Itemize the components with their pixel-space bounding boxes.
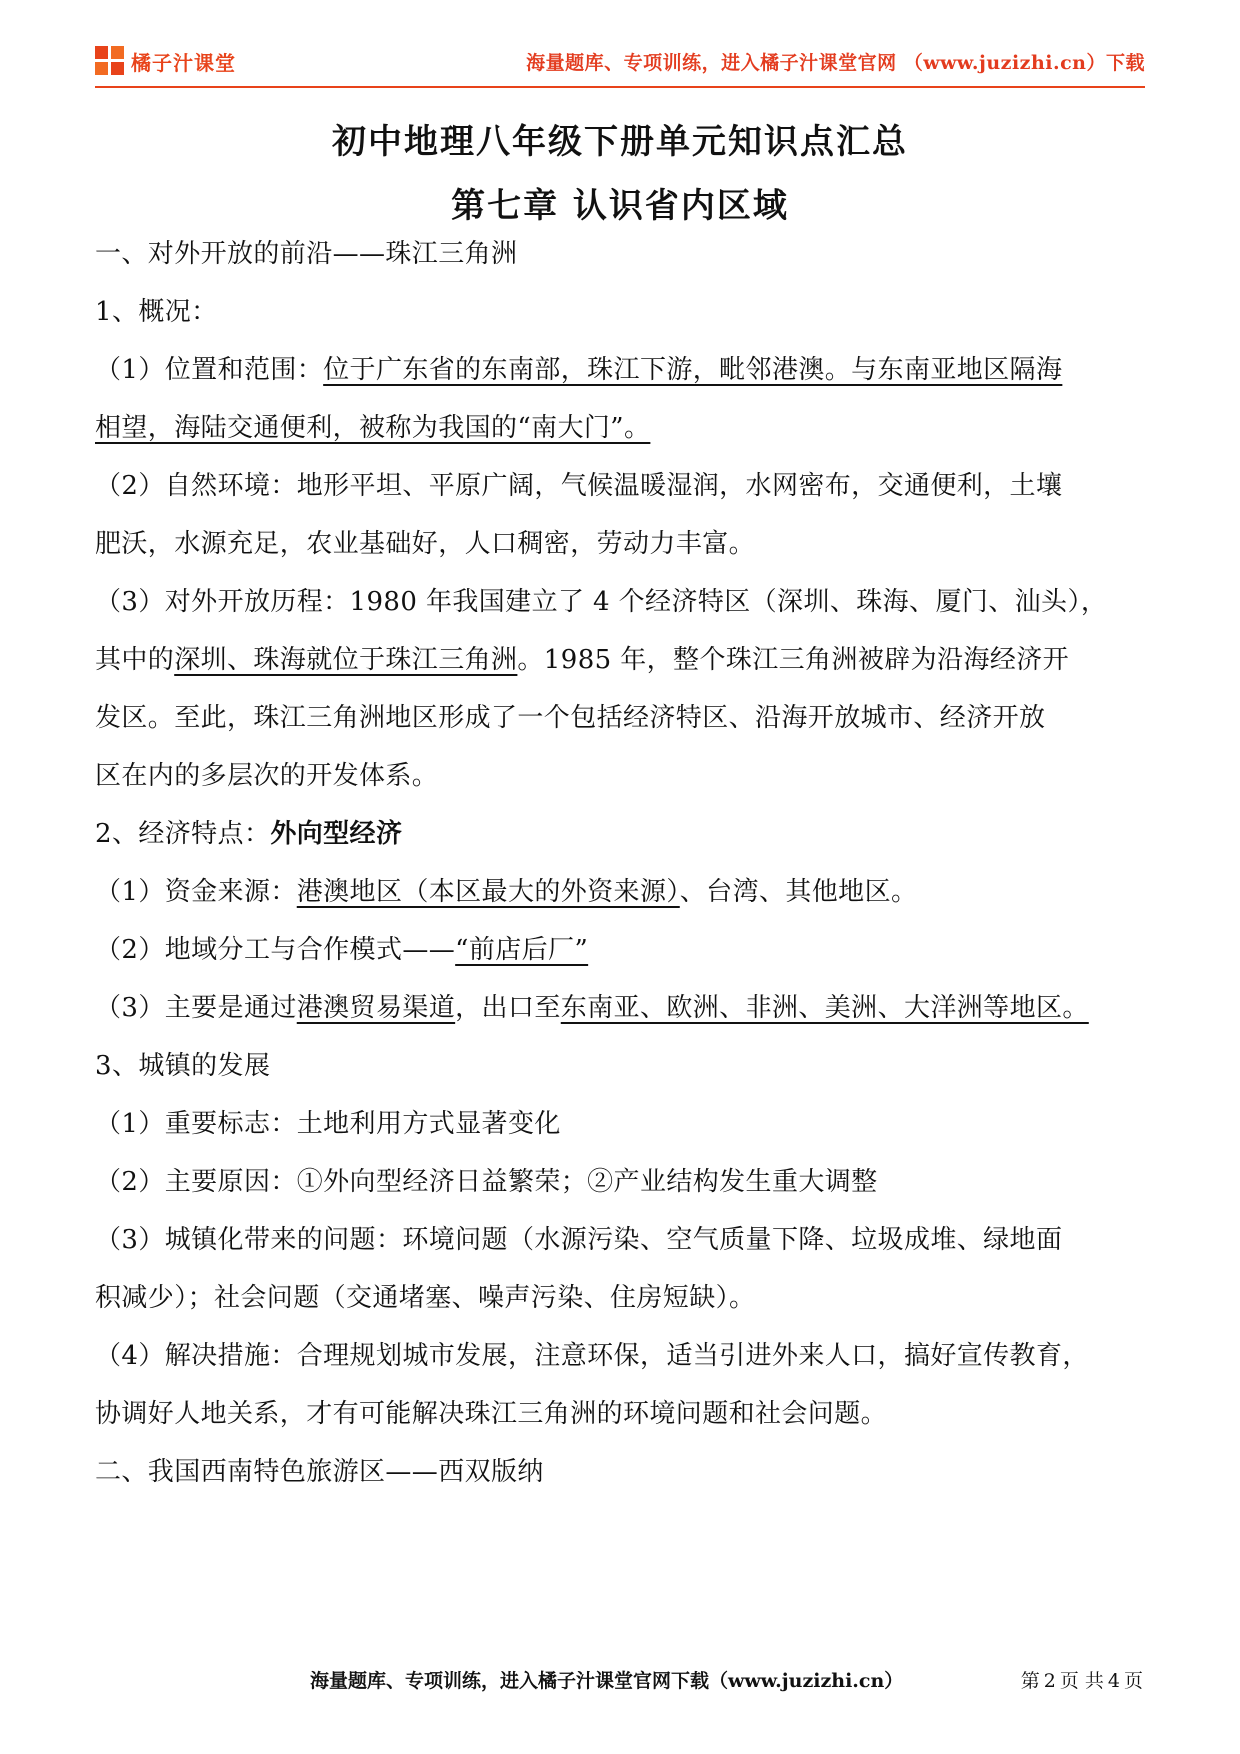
paragraph-opening-history-cont: 其中的深圳、珠海就位于珠江三角洲。1985 年，整个珠江三角洲被辟为沿海经济开	[95, 645, 1070, 675]
underlined-text: 位于广东省的东南部，珠江下游，毗邻港澳。与东南亚地区隔海	[323, 355, 1063, 385]
underlined-text: “前店后厂”	[455, 935, 589, 965]
paragraph-location: （1）位置和范围：位于广东省的东南部，珠江下游，毗邻港澳。与东南亚地区隔海	[95, 355, 1063, 385]
underlined-text: 深圳、珠海就位于珠江三角洲	[174, 645, 518, 675]
underlined-text: 相望，海陆交通便利，被称为我国的“南大门”。	[95, 413, 651, 443]
paragraph-urban-measures: （4）解决措施：合理规划城市发展，注意环保，适当引进外来人口，搞好宣传教育，	[95, 1341, 1089, 1371]
page-indicator: 第 2 页 共 4 页	[1020, 1670, 1143, 1692]
page-header	[95, 42, 1145, 82]
paragraph-environment-cont: 肥沃，水源充足，农业基础好，人口稠密，劳动力丰富。	[95, 529, 756, 559]
paragraph-urban-cause: （2）主要原因：①外向型经济日益繁荣；②产业结构发生重大调整	[95, 1167, 878, 1197]
underlined-text: 港澳贸易渠道	[296, 993, 456, 1023]
total-pages: 4	[1107, 1670, 1120, 1692]
paragraph-urban-sign: （1）重要标志：土地利用方式显著变化	[95, 1109, 561, 1139]
chapter-title: 第七章 认识省内区域	[451, 186, 789, 226]
section-heading-1: 一、对外开放的前沿——珠江三角洲	[95, 239, 518, 269]
header-divider	[95, 86, 1145, 88]
paragraph-opening-history-cont: 发区。至此，珠江三角洲地区形成了一个包括经济特区、沿海开放城市、经济开放	[95, 703, 1046, 733]
paragraph-opening-history: （3）对外开放历程：1980 年我国建立了 4 个经济特区（深圳、珠海、厦门、汕头），	[95, 587, 1108, 617]
paragraph-urban-problems: （3）城镇化带来的问题：环境问题（水源污染、空气质量下降、垃圾成堆、绿地面	[95, 1225, 1063, 1255]
document-title: 初中地理八年级下册单元知识点汇总	[332, 122, 908, 162]
paragraph-environment: （2）自然环境：地形平坦、平原广阔，气候温暖湿润，水网密布，交通便利，土壤	[95, 471, 1063, 501]
current-page: 2	[1043, 1670, 1056, 1692]
subheading-economy: 2、经济特点：外向型经济	[95, 819, 403, 849]
paragraph-urban-measures-cont: 协调好人地关系，才有可能解决珠江三角洲的环境问题和社会问题。	[95, 1399, 888, 1429]
paragraph-export: （3）主要是通过港澳贸易渠道，出口至东南亚、欧洲、非洲、美洲、大洋洲等地区。	[95, 993, 1089, 1023]
footer-slogan: 海量题库、专项训练，进入橘子汁课堂官网下载（www.juzizhi.cn）	[310, 1670, 904, 1692]
subheading-urban: 3、城镇的发展	[95, 1051, 271, 1081]
underlined-text: 港澳地区（本区最大的外资来源）	[296, 877, 680, 907]
header-slogan: 海量题库、专项训练，进入橘子汁课堂官网 （www.juzizhi.cn）下载	[526, 52, 1145, 74]
brand-logo[interactable]	[95, 44, 236, 78]
paragraph-urban-problems-cont: 积减少）；社会问题（交通堵塞、噪声污染、住房短缺）。	[95, 1283, 756, 1313]
bold-text: 外向型经济	[270, 819, 403, 849]
paragraph-capital-source: （1）资金来源：港澳地区（本区最大的外资来源）、台湾、其他地区。	[95, 877, 918, 907]
paragraph-opening-history-cont: 区在内的多层次的开发体系。	[95, 761, 439, 791]
page-footer	[95, 1666, 1145, 1696]
logo-text: 橘子汁课堂	[131, 50, 236, 75]
section-heading-2: 二、我国西南特色旅游区——西双版纳	[95, 1457, 544, 1487]
underlined-text: 东南亚、欧洲、非洲、美洲、大洋洲等地区。	[560, 993, 1089, 1023]
paragraph-cooperation-mode: （2）地域分工与合作模式——“前店后厂”	[95, 935, 589, 965]
paragraph-location-cont	[95, 408, 1145, 448]
logo-icon	[95, 46, 125, 76]
subheading-overview: 1、概况：	[95, 297, 218, 327]
